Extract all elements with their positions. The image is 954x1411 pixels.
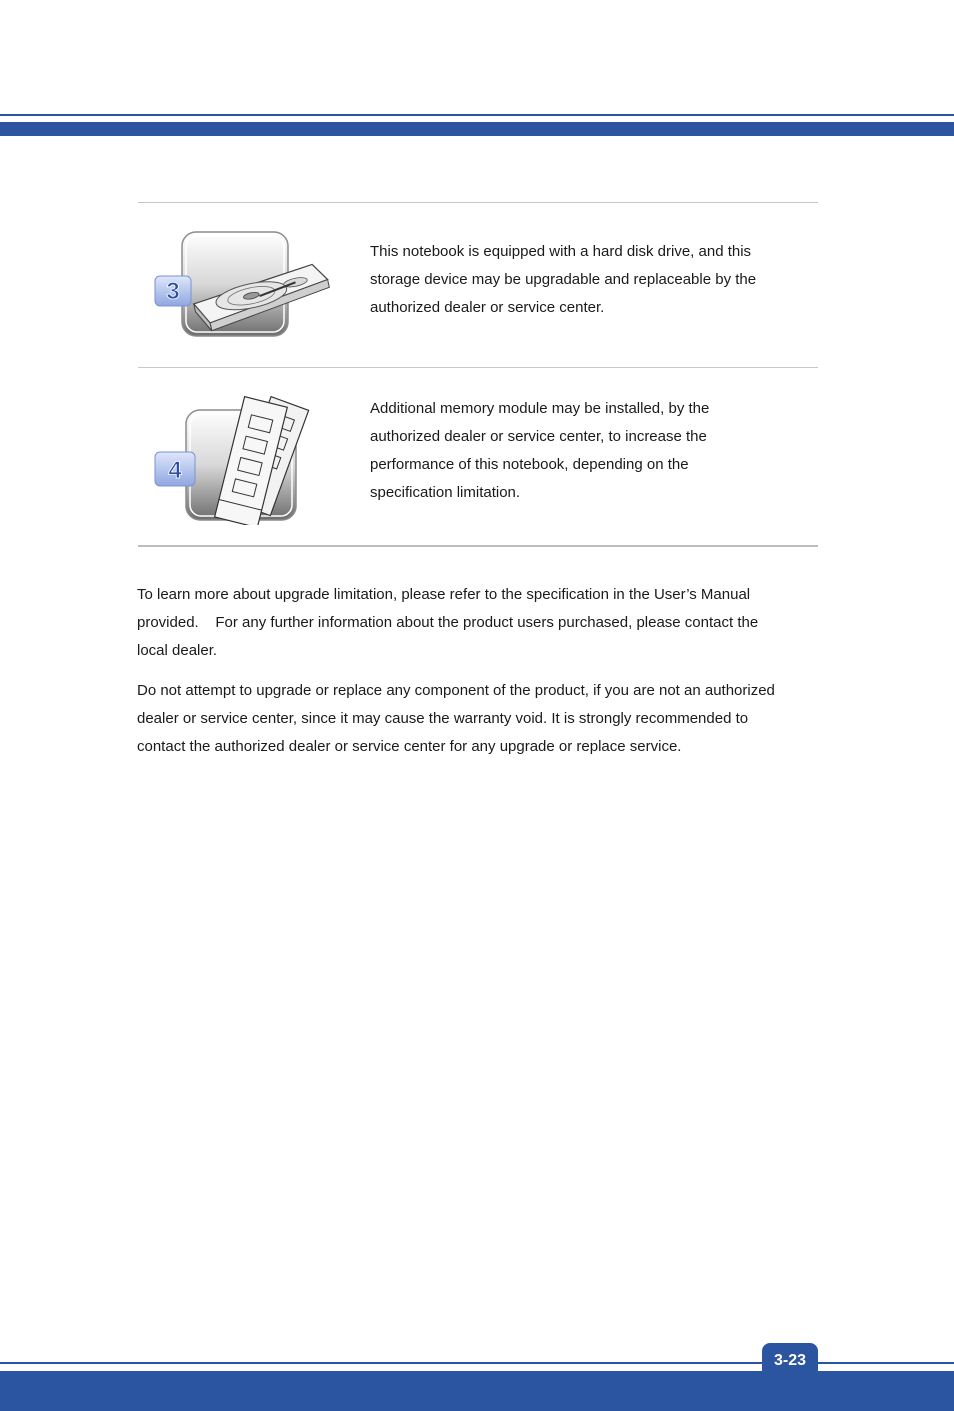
item-4-line: specification limitation. bbox=[370, 484, 521, 501]
divider-top bbox=[138, 202, 818, 203]
item-4-line: authorized dealer or service center, to increase the bbox=[370, 428, 707, 445]
memory-module-icon bbox=[150, 390, 330, 525]
divider-bottom bbox=[138, 545, 818, 547]
item-3-line: authorized dealer or service center. bbox=[370, 299, 605, 316]
item-4-text bbox=[370, 395, 810, 507]
item-3-line: This notebook is equipped with a hard disk drive, and this bbox=[370, 243, 752, 260]
paragraph-warranty-warning bbox=[137, 677, 827, 761]
paragraph-line: To learn more about upgrade limitation, please refer to the specification in the User’s Manual bbox=[137, 586, 751, 603]
paragraph-line: Do not attempt to upgrade or replace any component of the product, if you are not an authorized bbox=[137, 682, 775, 699]
badge-3: 3 bbox=[166, 278, 180, 305]
paragraph-line: contact the authorized dealer or service center for any upgrade or replace service. bbox=[137, 738, 682, 755]
item-4-line: Additional memory module may be installed, by the bbox=[370, 400, 710, 417]
paragraph-line: provided. For any further information about the product users purchased, please contact the bbox=[137, 614, 759, 631]
paragraph-line: local dealer. bbox=[137, 642, 218, 659]
badge-4: 4 bbox=[168, 457, 182, 484]
paragraph-upgrade-limitation bbox=[137, 581, 827, 665]
divider-middle bbox=[138, 367, 818, 368]
header-bar bbox=[0, 122, 954, 136]
item-4-line: performance of this notebook, depending on the bbox=[370, 456, 689, 473]
item-3-text bbox=[370, 238, 810, 322]
header-rule bbox=[0, 114, 954, 116]
hard-disk-icon bbox=[150, 228, 340, 343]
item-3-line: storage device may be upgradable and replaceable by the bbox=[370, 271, 757, 288]
paragraph-line: dealer or service center, since it may cause the warranty void. It is strongly recommended to bbox=[137, 710, 749, 727]
page-number: 3-23 bbox=[773, 1352, 807, 1369]
